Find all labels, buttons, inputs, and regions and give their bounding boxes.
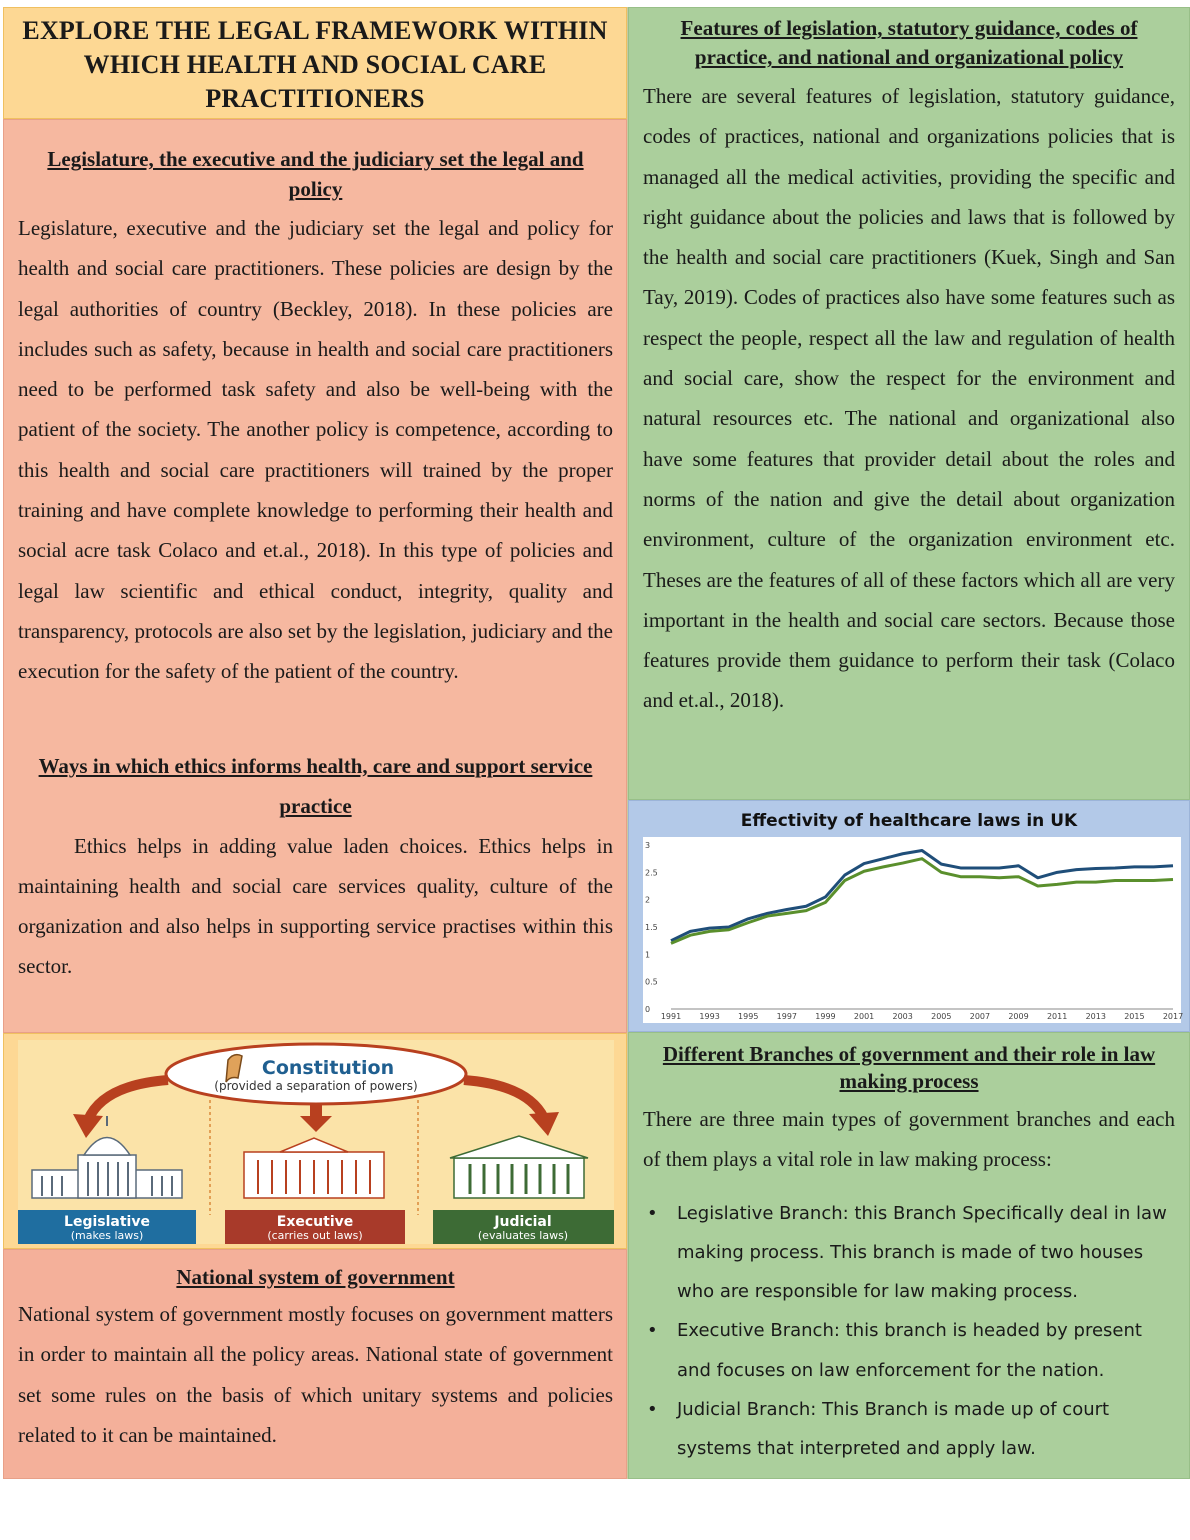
right-column bbox=[627, 7, 1190, 1479]
legal-policy-heading: Legislature, the executive and the judiciary set the legal and policy bbox=[47, 147, 584, 201]
x-tick-label: 1997 bbox=[776, 1012, 798, 1021]
y-tick-label: 2 bbox=[645, 895, 651, 905]
national-system-section bbox=[3, 1249, 627, 1479]
y-tick-label: 1 bbox=[645, 950, 651, 960]
list-item bbox=[647, 1390, 1175, 1469]
x-tick-label: 1999 bbox=[815, 1012, 836, 1021]
bullet-icon: • bbox=[647, 1399, 658, 1421]
ethics-heading: Ways in which ethics informs health, care and support service practice bbox=[38, 753, 593, 818]
y-tick-label: 0 bbox=[645, 1005, 651, 1014]
list-item bbox=[647, 1194, 1175, 1312]
judicial-role: (evaluates laws) bbox=[477, 1229, 569, 1242]
page-title: EXPLORE THE LEGAL FRAMEWORK WITHIN WHICH HEALTH AND SOCIAL CARE PRACTITIONERS bbox=[22, 16, 608, 113]
bullet-text: Executive Branch: this branch is headed by present and focuses on law enforcement for the nation. bbox=[677, 1320, 1142, 1381]
branches-section bbox=[628, 1032, 1190, 1479]
bullet-text: Judicial Branch: This Branch is made up of court systems that interpreted and apply law. bbox=[677, 1399, 1110, 1460]
executive-name: Executive bbox=[276, 1214, 354, 1230]
legal-policy-section bbox=[3, 119, 627, 1033]
legislative-name: Legislative bbox=[64, 1214, 150, 1230]
title-box bbox=[3, 7, 627, 119]
y-tick-label: 0.5 bbox=[645, 977, 658, 987]
x-tick-label: 2011 bbox=[1046, 1012, 1068, 1021]
x-tick-label: 1995 bbox=[738, 1012, 759, 1021]
judicial-name: Judicial bbox=[494, 1214, 552, 1230]
bullet-text: Legislative Branch: this Branch Specifically deal in law making process. This branch is made of two houses who are responsible for law making process. bbox=[677, 1202, 1167, 1303]
x-tick-label: 1993 bbox=[699, 1012, 720, 1021]
chart-title: Effectivity of healthcare laws in UK bbox=[740, 811, 1078, 831]
national-system-heading: National system of government bbox=[176, 1265, 455, 1289]
constitution-label: Constitution bbox=[261, 1057, 395, 1079]
y-tick-label: 2.5 bbox=[645, 868, 658, 878]
x-tick-label: 1991 bbox=[660, 1012, 682, 1021]
x-tick-label: 2013 bbox=[1085, 1012, 1106, 1021]
executive-role: (carries out laws) bbox=[267, 1229, 363, 1242]
x-tick-label: 2017 bbox=[1162, 1012, 1184, 1021]
features-heading: Features of legislation, statutory guidance, codes of practice, and national and organizational policy bbox=[680, 16, 1138, 69]
constitution-diagram-graphic bbox=[18, 1040, 614, 1244]
y-tick-label: 3 bbox=[645, 841, 651, 850]
legal-policy-body: Legislature, executive and the judiciary set the legal and policy for health and social care practitioners. These policies are design by the legal authorities of country (Beckley, 2018). In these policies are includes such as safety, because in health and social care practitioners need to be performed task safety and also be well-being with the patient of the society. The another policy is competence, according to this health and social care practitioners will trained by the proper training and have complete knowledge to performing their health and social acre task Colaco and et.al., 2018). In this type of policies and legal law scientific and ethical conduct, integrity, quality and transparency, protocols are also set by the legislation, judiciary and the execution for the safety of the patient of the country. bbox=[18, 216, 613, 684]
features-body: There are several features of legislation, statutory guidance, codes of practices, national and organizations policies that is managed all the medical activities, providing the specific and right guidance about the policies and laws that is followed by the health and social care practitioners (Kuek, Singh and San Tay, 2019). Codes of practices also have some features such as respect the people, respect all the law and regulation of health and social care, show the respect for the environment and natural resources etc. The national and organizational also have some features that provider detail about the roles and norms of the nation and give the detail about organization environment, culture of the organization environment etc. Theses are the features of all of these factors which all are very important in the health and social care sectors. Because those features provide them guidance to perform their task (Colaco and et.al., 2018). bbox=[643, 84, 1175, 713]
legislative-role: (makes laws) bbox=[70, 1229, 144, 1242]
branches-heading: Different Branches of government and their role in law making process bbox=[662, 1042, 1156, 1093]
y-tick-label: 1.5 bbox=[645, 923, 658, 932]
branches-list bbox=[643, 1194, 1175, 1469]
x-tick-label: 2003 bbox=[892, 1012, 913, 1021]
x-tick-label: 2007 bbox=[969, 1012, 991, 1021]
x-tick-label: 2015 bbox=[1124, 1012, 1145, 1021]
list-item bbox=[647, 1311, 1175, 1390]
bullet-icon: • bbox=[647, 1320, 658, 1342]
national-system-body: National system of government mostly focuses on government matters in order to maintain all the policy areas. National state of government set some rules on the basis of which unitary systems and policies related to it can be maintained. bbox=[18, 1302, 613, 1447]
separation-of-powers-diagram bbox=[3, 1033, 627, 1249]
line-chart bbox=[643, 837, 1184, 1023]
x-tick-label: 2005 bbox=[931, 1012, 952, 1021]
branches-intro: There are three main types of government branches and each of them plays a vital role in law making process: bbox=[643, 1107, 1175, 1172]
x-tick-label: 2009 bbox=[1008, 1012, 1029, 1021]
x-tick-label: 2001 bbox=[853, 1012, 875, 1021]
constitution-sublabel: (provided a separation of powers) bbox=[214, 1079, 418, 1093]
features-section bbox=[628, 7, 1190, 800]
bullet-icon: • bbox=[647, 1202, 658, 1224]
poster-page bbox=[3, 7, 1189, 1479]
healthcare-laws-chart bbox=[628, 800, 1190, 1032]
ethics-body: Ethics helps in adding value laden choices. Ethics helps in maintaining health and social care services quality, culture of the organization and also helps in supporting service practises within this sector. bbox=[18, 833, 613, 979]
left-column bbox=[3, 7, 627, 1479]
